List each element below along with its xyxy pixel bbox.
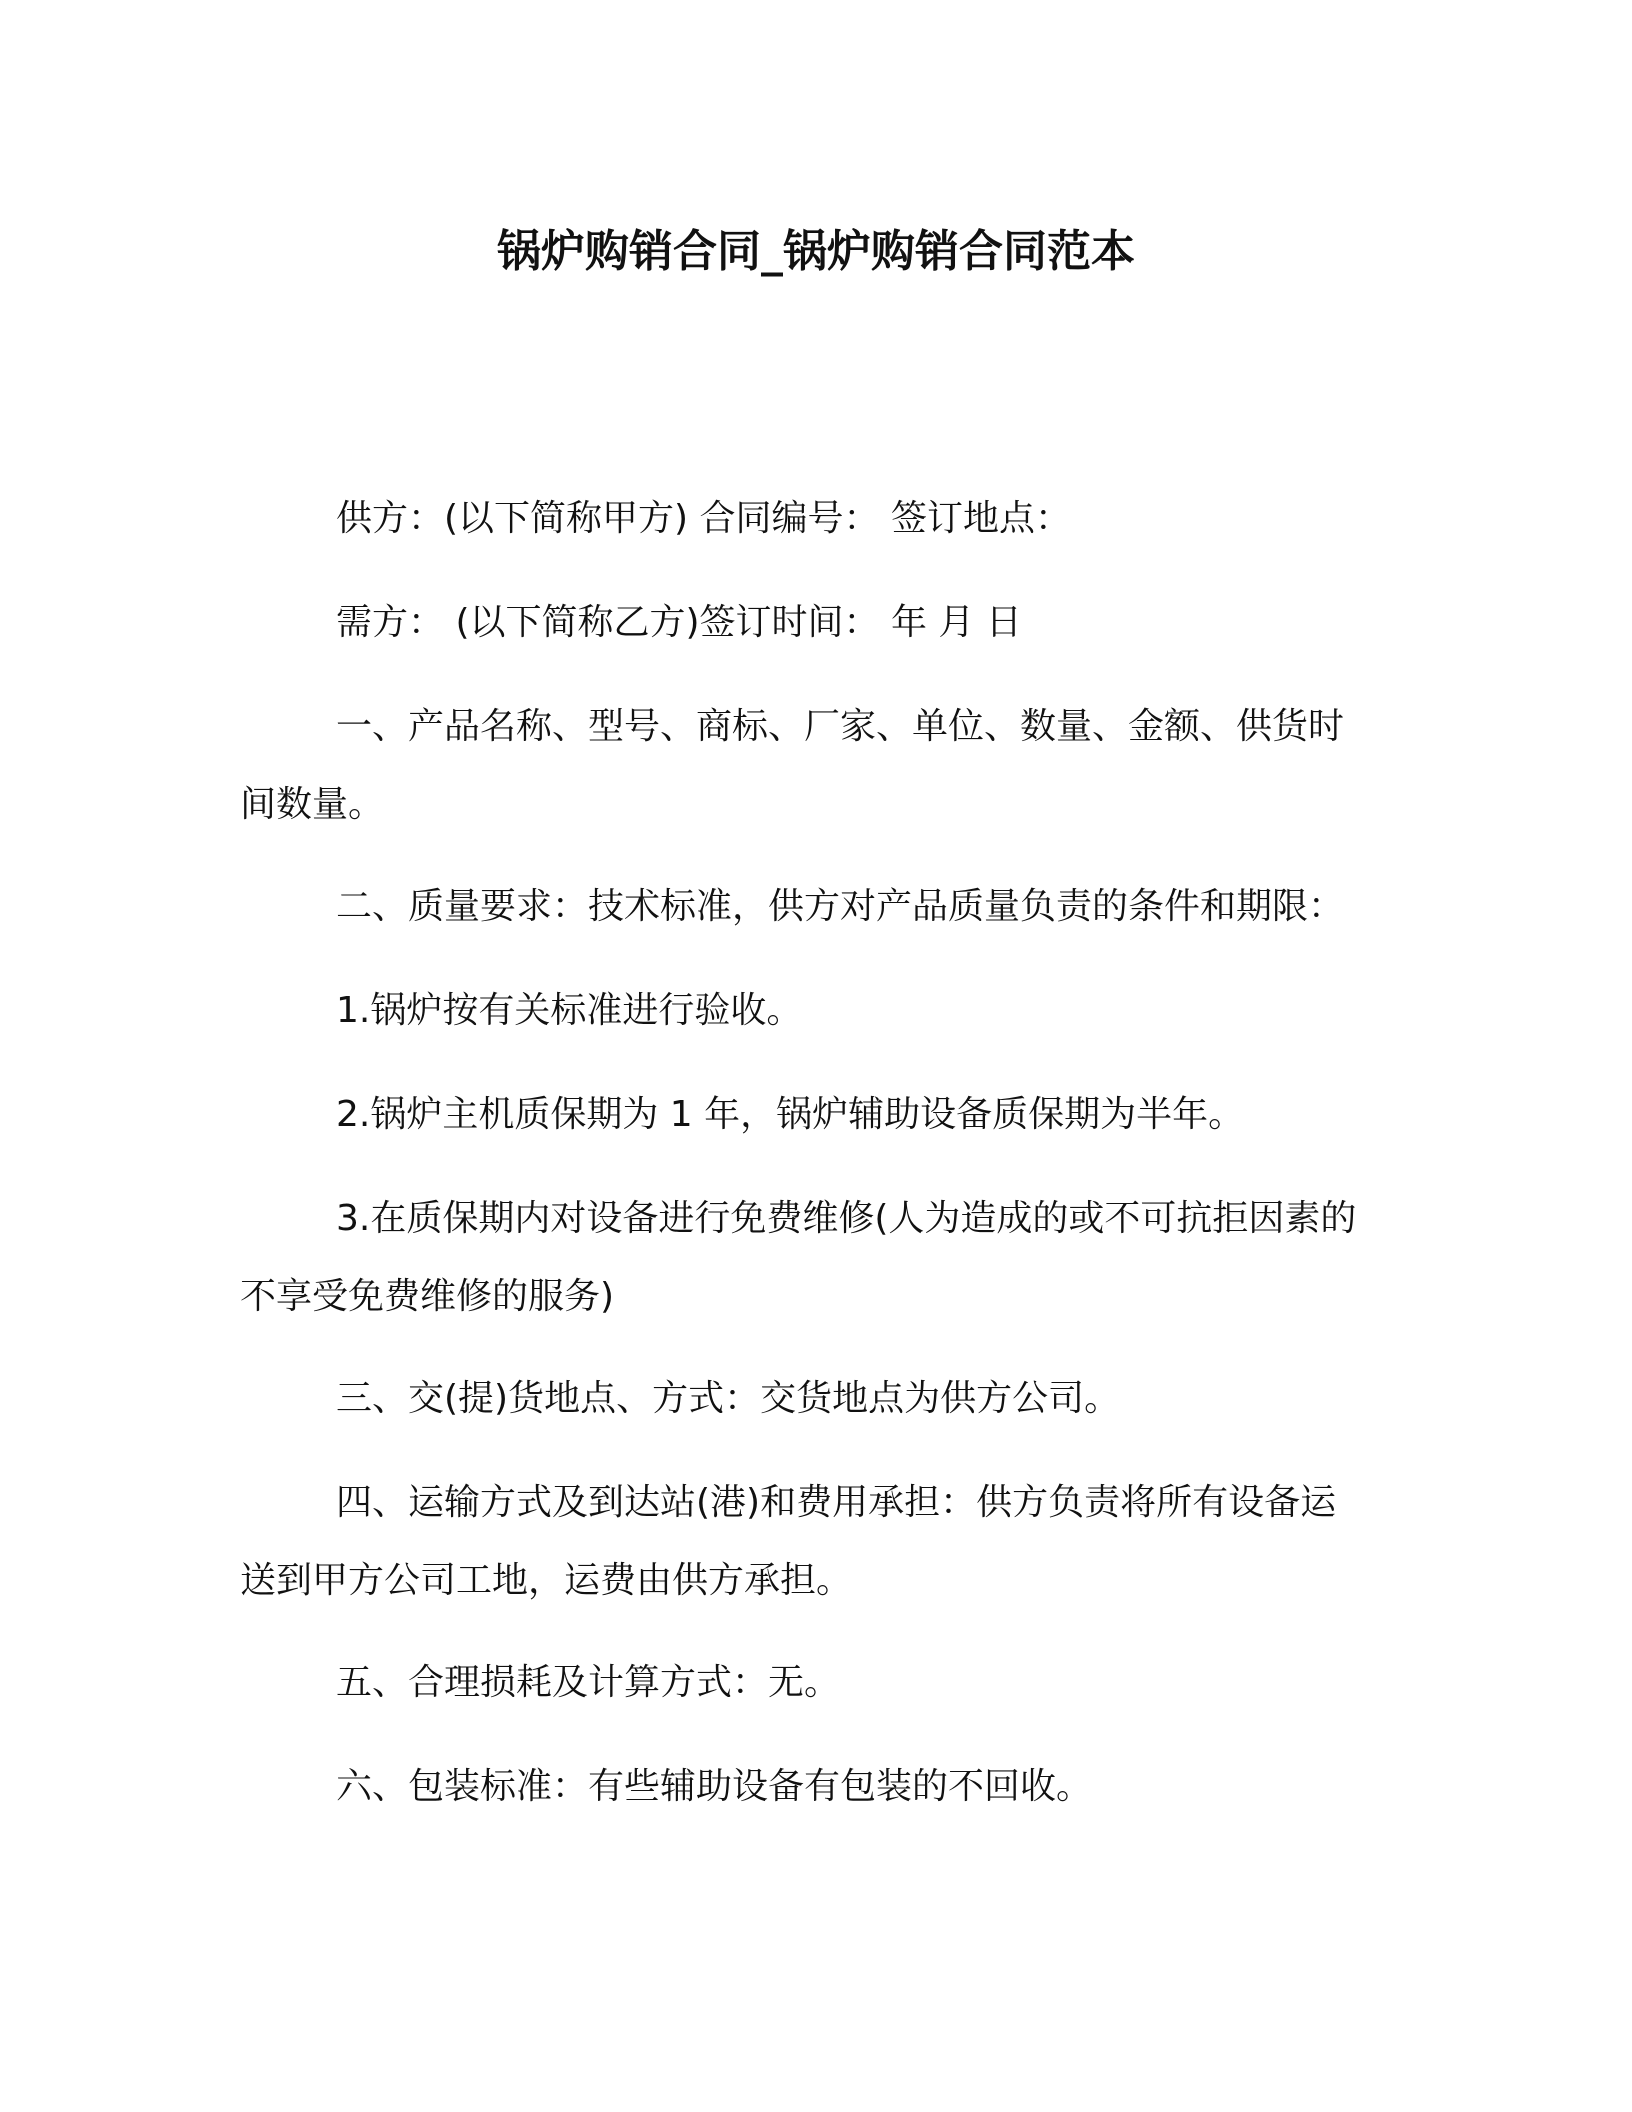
paragraph-transport bbox=[240, 1464, 1392, 1620]
paragraph-item-2 bbox=[240, 1076, 1392, 1154]
paragraph-buyer bbox=[240, 584, 1392, 662]
paragraph-line: 1.锅炉按有关标准进行验收。 bbox=[336, 990, 803, 1031]
paragraph-line: 3.在质保期内对设备进行免费维修(人为造成的或不可抗拒因素的 bbox=[336, 1198, 1357, 1239]
paragraph-item-3 bbox=[240, 1180, 1392, 1336]
paragraph-line: 五、合理损耗及计算方式：无。 bbox=[336, 1662, 841, 1703]
paragraph-packaging bbox=[240, 1748, 1392, 1826]
paragraph-line: 不享受免费维修的服务) bbox=[240, 1276, 615, 1317]
paragraph-line: 一、产品名称、型号、商标、厂家、单位、数量、金额、供货时 bbox=[336, 706, 1345, 747]
paragraph-supplier bbox=[240, 480, 1392, 558]
paragraph-line: 供方：(以下简称甲方) 合同编号： 签订地点： bbox=[336, 498, 1071, 539]
paragraph-delivery bbox=[240, 1360, 1392, 1438]
paragraph-line: 间数量。 bbox=[240, 784, 385, 825]
paragraph-item-1 bbox=[240, 972, 1392, 1050]
paragraph-line: 2.锅炉主机质保期为 1 年，锅炉辅助设备质保期为半年。 bbox=[336, 1094, 1245, 1135]
paragraph-line: 需方： (以下简称乙方)签订时间： 年 月 日 bbox=[336, 602, 1022, 643]
paragraph-product-info bbox=[240, 688, 1392, 844]
paragraph-line: 三、交(提)货地点、方式：交货地点为供方公司。 bbox=[336, 1378, 1121, 1419]
document-title: 锅炉购销合同_锅炉购销合同范本 bbox=[497, 226, 1135, 277]
paragraph-loss bbox=[240, 1644, 1392, 1722]
paragraph-line: 送到甲方公司工地，运费由供方承担。 bbox=[240, 1560, 853, 1601]
paragraph-line: 六、包装标准：有些辅助设备有包装的不回收。 bbox=[336, 1766, 1093, 1807]
paragraph-line: 四、运输方式及到达站(港)和费用承担：供方负责将所有设备运 bbox=[336, 1482, 1337, 1523]
paragraph-quality bbox=[240, 868, 1392, 946]
paragraph-line: 二、质量要求：技术标准，供方对产品质量负责的条件和期限： bbox=[336, 886, 1345, 927]
